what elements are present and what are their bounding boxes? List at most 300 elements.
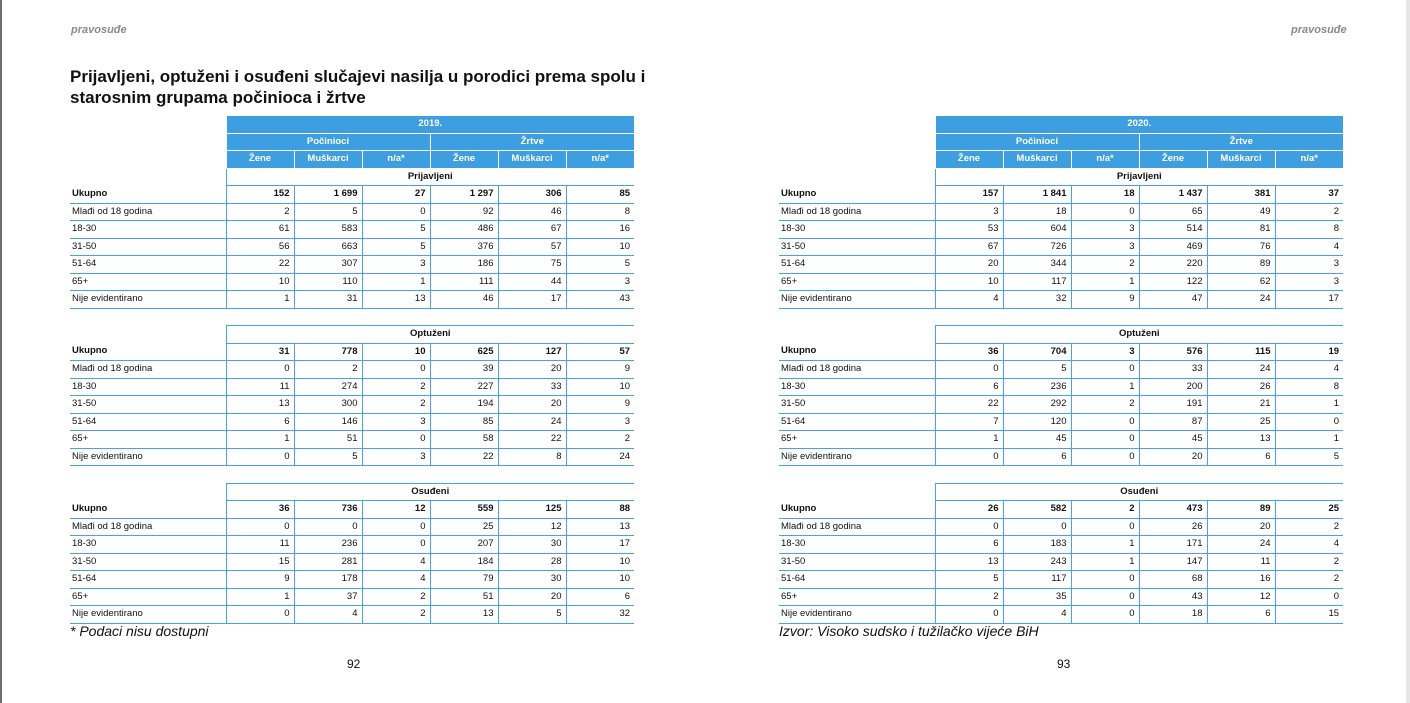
cell-value: 604 (1003, 221, 1071, 239)
cell-value: 10 (566, 553, 634, 571)
cell-value: 4 (362, 553, 430, 571)
cell-value: 152 (226, 186, 294, 204)
cell-value: 1 (362, 273, 430, 291)
cell-value: 79 (430, 571, 498, 589)
cell-value: 2 (1275, 518, 1343, 536)
cell-value: 1 297 (430, 186, 498, 204)
page-number-left: 92 (347, 657, 361, 671)
cell-value: 1 (1071, 536, 1139, 554)
table-row (779, 571, 1343, 589)
column-header: n/a* (362, 151, 430, 169)
cell-value: 200 (1139, 378, 1207, 396)
cell-value: 1 (1071, 378, 1139, 396)
left-page-edge (0, 0, 2, 703)
cell-value: 18 (1139, 606, 1207, 624)
table-row (70, 606, 634, 624)
cell-value: 9 (566, 396, 634, 414)
row-label: Nije evidentirano (70, 291, 226, 309)
cell-value: 5 (566, 256, 634, 274)
cell-value: 1 (935, 431, 1003, 449)
cell-value: 281 (294, 553, 362, 571)
cell-value: 15 (226, 553, 294, 571)
cell-value: 1 (1071, 273, 1139, 291)
cell-value: 6 (1207, 606, 1275, 624)
cell-value: 35 (1003, 588, 1071, 606)
section-title: Prijavljeni (226, 168, 634, 186)
cell-value: 576 (1139, 343, 1207, 361)
row-label: 51-64 (70, 571, 226, 589)
cell-value: 44 (498, 273, 566, 291)
table-row (70, 431, 634, 449)
row-label: Ukupno (70, 501, 226, 519)
cell-value: 2 (1275, 571, 1343, 589)
cell-value: 3 (1071, 221, 1139, 239)
table-row (779, 396, 1343, 414)
section-header-row (70, 483, 634, 501)
table-row (70, 518, 634, 536)
cell-value: 20 (935, 256, 1003, 274)
table-row (779, 361, 1343, 379)
row-label: Mlađi od 18 godina (70, 361, 226, 379)
cell-value: 57 (566, 343, 634, 361)
cell-value: 19 (1275, 343, 1343, 361)
header-group-row (779, 133, 1343, 151)
cell-value: 51 (430, 588, 498, 606)
cell-value: 0 (935, 448, 1003, 466)
section-title: Optuženi (935, 326, 1343, 344)
cell-value: 236 (294, 536, 362, 554)
cell-value: 21 (1207, 396, 1275, 414)
row-label: 18-30 (70, 378, 226, 396)
cell-value: 22 (498, 431, 566, 449)
cell-value: 4 (1275, 361, 1343, 379)
cell-value: 0 (226, 361, 294, 379)
row-label: Mlađi od 18 godina (70, 203, 226, 221)
section-header-row (70, 168, 634, 186)
cell-value: 1 699 (294, 186, 362, 204)
section-title: Prijavljeni (935, 168, 1343, 186)
row-label: Nije evidentirano (779, 448, 935, 466)
cell-value: 4 (1275, 238, 1343, 256)
cell-value: 736 (294, 501, 362, 519)
cell-value: 5 (498, 606, 566, 624)
table-row (779, 553, 1343, 571)
cell-value: 0 (294, 518, 362, 536)
group-header: Počinioci (935, 133, 1139, 151)
cell-value: 89 (1207, 256, 1275, 274)
table-row (70, 571, 634, 589)
cell-value: 583 (294, 221, 362, 239)
cell-value: 469 (1139, 238, 1207, 256)
total-row (779, 186, 1343, 204)
cell-value: 3 (362, 413, 430, 431)
cell-value: 13 (935, 553, 1003, 571)
right-running-head: pravosuđe (1291, 24, 1347, 36)
cell-value: 376 (430, 238, 498, 256)
section-header-row (70, 326, 634, 344)
row-label: 31-50 (779, 238, 935, 256)
cell-value: 300 (294, 396, 362, 414)
table-row (70, 536, 634, 554)
table-row (70, 588, 634, 606)
section-title: Osuđeni (935, 483, 1343, 501)
row-label: Ukupno (779, 501, 935, 519)
cell-value: 5 (362, 221, 430, 239)
cell-value: 1 (226, 431, 294, 449)
cell-value: 2 (566, 431, 634, 449)
cell-value: 473 (1139, 501, 1207, 519)
cell-value: 625 (430, 343, 498, 361)
cell-value: 0 (1071, 606, 1139, 624)
cell-value: 81 (1207, 221, 1275, 239)
cell-value: 1 (226, 588, 294, 606)
year-header: 2019. (226, 116, 634, 133)
table-row (779, 203, 1343, 221)
cell-value: 18 (1003, 203, 1071, 221)
cell-value: 10 (226, 273, 294, 291)
cell-value: 33 (498, 378, 566, 396)
cell-value: 39 (430, 361, 498, 379)
row-label: Mlađi od 18 godina (779, 518, 935, 536)
row-label: Ukupno (70, 186, 226, 204)
cell-value: 89 (1207, 501, 1275, 519)
cell-value: 62 (1207, 273, 1275, 291)
cell-value: 47 (1139, 291, 1207, 309)
cell-value: 26 (935, 501, 1003, 519)
cell-value: 25 (1275, 501, 1343, 519)
cell-value: 5 (362, 238, 430, 256)
cell-value: 10 (566, 571, 634, 589)
cell-value: 11 (226, 536, 294, 554)
cell-value: 9 (566, 361, 634, 379)
cell-value: 5 (294, 448, 362, 466)
cell-value: 3 (1275, 273, 1343, 291)
cell-value: 31 (226, 343, 294, 361)
cell-value: 0 (226, 606, 294, 624)
cell-value: 3 (935, 203, 1003, 221)
cell-value: 17 (566, 536, 634, 554)
table-row (779, 256, 1343, 274)
cell-value: 75 (498, 256, 566, 274)
table-row (779, 518, 1343, 536)
cell-value: 0 (935, 361, 1003, 379)
cell-value: 6 (1207, 448, 1275, 466)
table-row (779, 431, 1343, 449)
cell-value: 25 (430, 518, 498, 536)
header-year-row (70, 116, 634, 133)
section-header-row (779, 483, 1343, 501)
cell-value: 8 (1275, 378, 1343, 396)
cell-value: 274 (294, 378, 362, 396)
cell-value: 227 (430, 378, 498, 396)
row-label: 18-30 (779, 536, 935, 554)
cell-value: 726 (1003, 238, 1071, 256)
table-row (70, 203, 634, 221)
cell-value: 171 (1139, 536, 1207, 554)
cell-value: 20 (1207, 518, 1275, 536)
table-row (70, 396, 634, 414)
table-row (70, 273, 634, 291)
cell-value: 381 (1207, 186, 1275, 204)
total-row (70, 186, 634, 204)
cell-value: 2 (935, 588, 1003, 606)
cell-value: 191 (1139, 396, 1207, 414)
cell-value: 514 (1139, 221, 1207, 239)
year-header: 2020. (935, 116, 1343, 133)
cell-value: 127 (498, 343, 566, 361)
row-label: 65+ (70, 588, 226, 606)
header-column-row (70, 151, 634, 169)
row-label: 18-30 (779, 378, 935, 396)
section-spacer (779, 308, 1343, 326)
cell-value: 13 (362, 291, 430, 309)
cell-value: 20 (1139, 448, 1207, 466)
cell-value: 292 (1003, 396, 1071, 414)
cell-value: 663 (294, 238, 362, 256)
table-row (779, 413, 1343, 431)
cell-value: 53 (935, 221, 1003, 239)
cell-value: 117 (1003, 571, 1071, 589)
cell-value: 76 (1207, 238, 1275, 256)
cell-value: 0 (1071, 518, 1139, 536)
cell-value: 36 (935, 343, 1003, 361)
cell-value: 45 (1139, 431, 1207, 449)
cell-value: 2 (362, 588, 430, 606)
cell-value: 13 (430, 606, 498, 624)
column-header: Muškarci (294, 151, 362, 169)
cell-value: 4 (1003, 606, 1071, 624)
cell-value: 178 (294, 571, 362, 589)
cell-value: 0 (1071, 448, 1139, 466)
row-label: 18-30 (70, 221, 226, 239)
table-2020 (779, 116, 1343, 624)
section-spacer (70, 466, 634, 484)
row-label: 65+ (70, 273, 226, 291)
cell-value: 2 (1071, 256, 1139, 274)
cell-value: 46 (430, 291, 498, 309)
cell-value: 28 (498, 553, 566, 571)
cell-value: 37 (294, 588, 362, 606)
page-number-right: 93 (1057, 657, 1071, 671)
cell-value: 186 (430, 256, 498, 274)
cell-value: 2 (362, 396, 430, 414)
cell-value: 13 (226, 396, 294, 414)
table-row (779, 221, 1343, 239)
cell-value: 13 (1207, 431, 1275, 449)
cell-value: 20 (498, 588, 566, 606)
row-label: 18-30 (779, 221, 935, 239)
row-label: 65+ (70, 431, 226, 449)
cell-value: 220 (1139, 256, 1207, 274)
cell-value: 1 (1275, 396, 1343, 414)
cell-value: 147 (1139, 553, 1207, 571)
cell-value: 57 (498, 238, 566, 256)
cell-value: 11 (226, 378, 294, 396)
cell-value: 0 (226, 518, 294, 536)
cell-value: 6 (226, 413, 294, 431)
table-row (779, 588, 1343, 606)
right-page-edge (1406, 0, 1410, 703)
table-row (779, 273, 1343, 291)
header-year-row (779, 116, 1343, 133)
cell-value: 10 (935, 273, 1003, 291)
cell-value: 9 (1071, 291, 1139, 309)
cell-value: 2 (1071, 396, 1139, 414)
cell-value: 6 (935, 378, 1003, 396)
cell-value: 3 (566, 413, 634, 431)
row-label: Ukupno (70, 343, 226, 361)
cell-value: 0 (935, 606, 1003, 624)
column-header: n/a* (566, 151, 634, 169)
cell-value: 1 841 (1003, 186, 1071, 204)
cell-value: 30 (498, 536, 566, 554)
cell-value: 8 (498, 448, 566, 466)
header-group-row (70, 133, 634, 151)
table-row (70, 361, 634, 379)
cell-value: 49 (1207, 203, 1275, 221)
cell-value: 0 (362, 536, 430, 554)
cell-value: 1 437 (1139, 186, 1207, 204)
cell-value: 111 (430, 273, 498, 291)
table-row (70, 221, 634, 239)
cell-value: 24 (1207, 361, 1275, 379)
cell-value: 4 (1275, 536, 1343, 554)
row-label: 18-30 (70, 536, 226, 554)
cell-value: 243 (1003, 553, 1071, 571)
cell-value: 146 (294, 413, 362, 431)
cell-value: 31 (294, 291, 362, 309)
column-header: n/a* (1275, 151, 1343, 169)
cell-value: 184 (430, 553, 498, 571)
column-header: Žene (430, 151, 498, 169)
total-row (70, 343, 634, 361)
cell-value: 22 (430, 448, 498, 466)
cell-value: 67 (498, 221, 566, 239)
footnote-data-unavailable: * Podaci nisu dostupni (70, 623, 209, 639)
cell-value: 582 (1003, 501, 1071, 519)
cell-value: 7 (935, 413, 1003, 431)
cell-value: 12 (1207, 588, 1275, 606)
cell-value: 183 (1003, 536, 1071, 554)
cell-value: 0 (362, 518, 430, 536)
cell-value: 12 (498, 518, 566, 536)
row-label: Nije evidentirano (779, 291, 935, 309)
table-row (70, 256, 634, 274)
cell-value: 0 (362, 431, 430, 449)
row-label: Ukupno (779, 343, 935, 361)
cell-value: 88 (566, 501, 634, 519)
cell-value: 0 (1071, 361, 1139, 379)
cell-value: 0 (1071, 203, 1139, 221)
cell-value: 8 (566, 203, 634, 221)
cell-value: 3 (1275, 256, 1343, 274)
cell-value: 5 (294, 203, 362, 221)
row-label: Nije evidentirano (70, 606, 226, 624)
section-header-row (779, 326, 1343, 344)
cell-value: 27 (362, 186, 430, 204)
cell-value: 0 (226, 448, 294, 466)
table-row (70, 378, 634, 396)
row-label: 51-64 (779, 413, 935, 431)
cell-value: 4 (935, 291, 1003, 309)
row-label: 65+ (779, 273, 935, 291)
group-header: Žrtve (430, 133, 634, 151)
cell-value: 122 (1139, 273, 1207, 291)
row-label: 31-50 (70, 396, 226, 414)
cell-value: 65 (1139, 203, 1207, 221)
cell-value: 67 (935, 238, 1003, 256)
cell-value: 157 (935, 186, 1003, 204)
cell-value: 33 (1139, 361, 1207, 379)
cell-value: 5 (935, 571, 1003, 589)
cell-value: 15 (1275, 606, 1343, 624)
cell-value: 20 (498, 361, 566, 379)
cell-value: 43 (566, 291, 634, 309)
cell-value: 10 (362, 343, 430, 361)
group-header: Žrtve (1139, 133, 1343, 151)
cell-value: 32 (1003, 291, 1071, 309)
left-running-head: pravosuđe (71, 24, 127, 36)
cell-value: 43 (1139, 588, 1207, 606)
row-label: 65+ (779, 588, 935, 606)
cell-value: 0 (1003, 518, 1071, 536)
cell-value: 4 (362, 571, 430, 589)
cell-value: 22 (935, 396, 1003, 414)
table-2019 (70, 116, 634, 624)
cell-value: 45 (1003, 431, 1071, 449)
cell-value: 6 (1003, 448, 1071, 466)
column-header: Muškarci (1207, 151, 1275, 169)
section-header-row (779, 168, 1343, 186)
cell-value: 3 (566, 273, 634, 291)
cell-value: 24 (566, 448, 634, 466)
cell-value: 51 (294, 431, 362, 449)
cell-value: 4 (294, 606, 362, 624)
cell-value: 12 (362, 501, 430, 519)
cell-value: 3 (362, 256, 430, 274)
cell-value: 17 (498, 291, 566, 309)
cell-value: 0 (1275, 588, 1343, 606)
total-row (779, 501, 1343, 519)
cell-value: 10 (566, 378, 634, 396)
cell-value: 13 (566, 518, 634, 536)
source-note: Izvor: Visoko sudsko i tužilačko vijeće BiH (779, 623, 1039, 639)
row-label: Mlađi od 18 godina (779, 361, 935, 379)
cell-value: 24 (1207, 536, 1275, 554)
total-row (779, 343, 1343, 361)
cell-value: 56 (226, 238, 294, 256)
cell-value: 0 (362, 203, 430, 221)
cell-value: 5 (1275, 448, 1343, 466)
total-row (70, 501, 634, 519)
cell-value: 46 (498, 203, 566, 221)
table-row (779, 606, 1343, 624)
cell-value: 1 (1275, 431, 1343, 449)
cell-value: 5 (1003, 361, 1071, 379)
cell-value: 115 (1207, 343, 1275, 361)
cell-value: 194 (430, 396, 498, 414)
cell-value: 306 (498, 186, 566, 204)
section-spacer (70, 308, 634, 326)
cell-value: 85 (430, 413, 498, 431)
cell-value: 2 (1275, 203, 1343, 221)
cell-value: 125 (498, 501, 566, 519)
cell-value: 2 (226, 203, 294, 221)
cell-value: 17 (1275, 291, 1343, 309)
cell-value: 2 (1071, 501, 1139, 519)
cell-value: 2 (1275, 553, 1343, 571)
cell-value: 1 (1071, 553, 1139, 571)
